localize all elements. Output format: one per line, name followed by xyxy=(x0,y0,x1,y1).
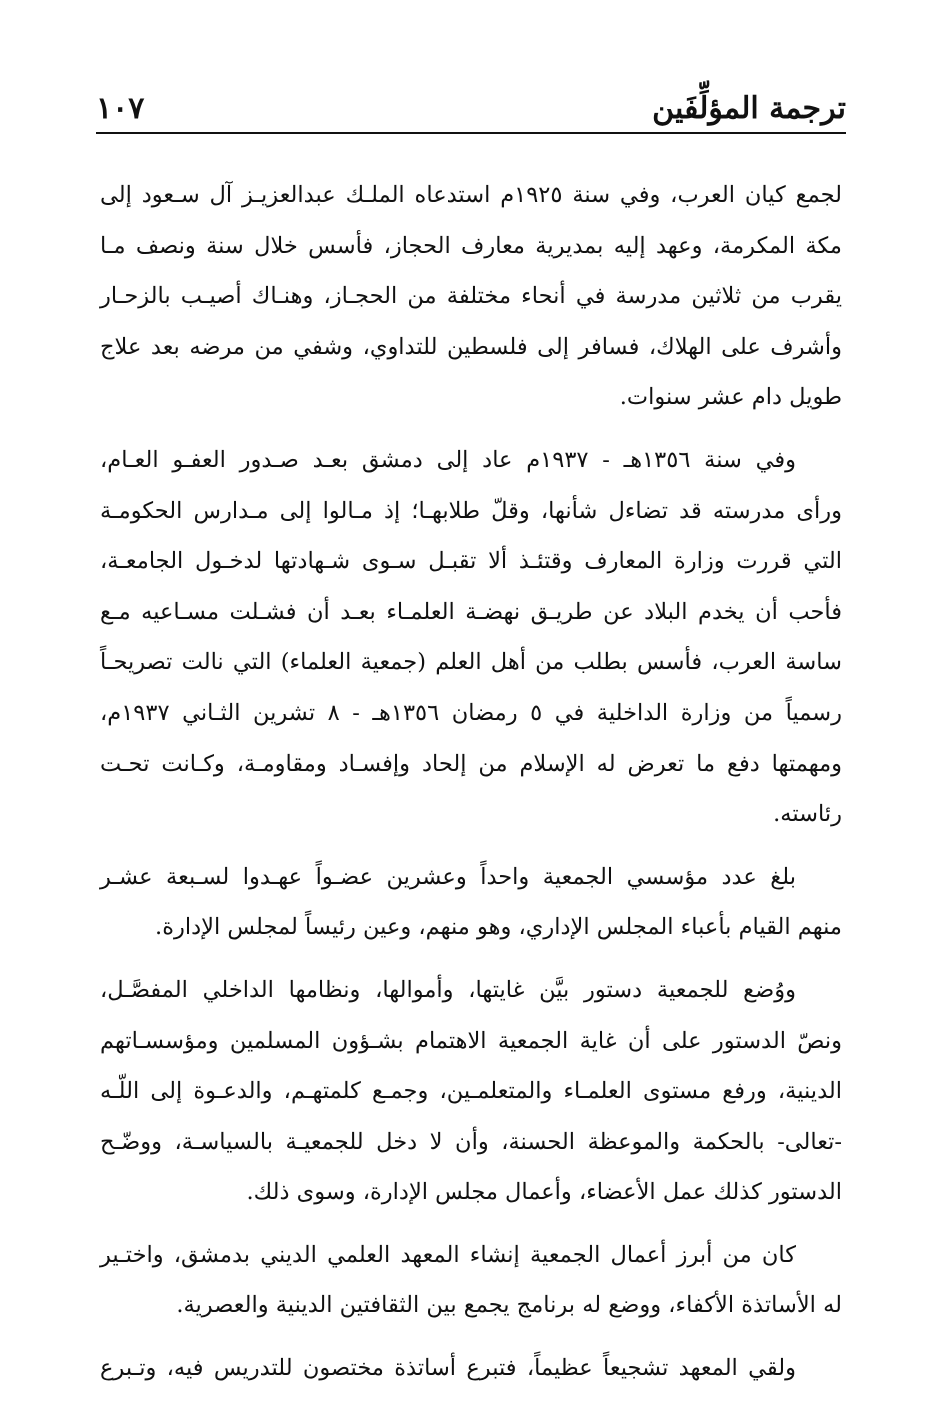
text-line: ورأى مدرسته قد تضاءل شأنها، وقلّ طلابهـا؛ إذ مـالوا إلى مـدارس الحكومـة xyxy=(100,497,842,524)
text-line: الدينية، ورفع مستوى العلمـاء والمتعلمـين، وجمـع كلمتهـم، والدعـوة إلى اللّـه xyxy=(100,1078,842,1105)
page-header xyxy=(96,78,846,124)
text-line: ووُضع للجمعية دستور بيَّن غايتها، وأموالها، ونظامها الداخلي المفصَّـل، xyxy=(100,976,796,1003)
paragraph xyxy=(100,852,842,953)
text-line: ومهمتها دفع ما تعرض له الإسلام من إلحاد وإفسـاد ومقاومـة، وكـانت تحـت xyxy=(100,750,842,777)
header-rule xyxy=(96,132,846,134)
text-line: التي قررت وزارة المعارف وقتئـذ ألا تقبـل سـوى شـهادتها لدخـول الجامعـة، xyxy=(100,548,843,575)
text-line: كان من أبرز أعمال الجمعية إنشاء المعهد العلمي الديني بدمشق، واختـير xyxy=(100,1241,796,1268)
paragraph xyxy=(100,1230,842,1331)
running-title: ترجمة المؤلِّفَين xyxy=(652,91,846,126)
text-line: فأحب أن يخدم البلاد عن طريـق نهضـة العلمـاء بعـد أن فشـلت مسـاعيه مـع xyxy=(100,598,842,625)
text-line: ساسة العرب، فأسس بطلب من أهل العلم (جمعية العلماء) التي نالت تصريحـاً xyxy=(100,649,842,676)
text-line: له الأساتذة الأكفاء، ووضع له برنامج يجمع بين الثقافتين الدينية والعصرية. xyxy=(176,1292,842,1319)
text-line: مكة المكرمة، وعهد إليه بمديرية معارف الحجاز، فأسس خلال سنة ونصف مـا xyxy=(100,232,842,259)
body-text xyxy=(100,170,842,1406)
text-line: ونصّ الدستور على أن غاية الجمعية الاهتمام بشـؤون المسلمين ومؤسسـاتهم xyxy=(100,1027,842,1054)
text-line: بلغ عدد مؤسسي الجمعية واحداً وعشرين عضـواً عهـدوا لسـبعة عشـر xyxy=(100,863,796,890)
paragraph xyxy=(100,965,842,1218)
text-line: ولقي المعهد تشجيعاً عظيماً، فتبرع أساتذة مختصون للتدريس فيه، وتـبرع xyxy=(100,1355,796,1382)
text-line: وأشرف على الهلاك، فسافر إلى فلسطين للتداوي، وشفي من مرضه بعد علاج xyxy=(100,333,842,360)
text-line: وفي سنة ١٣٥٦هـ - ١٩٣٧م عاد إلى دمشق بعـد صـدور العفـو العـام، xyxy=(100,446,796,473)
text-line: لجمع كيان العرب، وفي سنة ١٩٢٥م استدعاه الملـك عبدالعزيـز آل سـعود إلى xyxy=(100,182,842,208)
text-line: رسمياً من وزارة الداخلية في ٥ رمضان ١٣٥٦هـ - ٨ تشرين الثـاني ١٩٣٧م، xyxy=(100,699,842,726)
text-line: يقرب من ثلاثين مدرسة في أنحاء مختلفة من الحجـاز، وهنـاك أصيـب بالزحـار xyxy=(100,283,842,310)
paragraph xyxy=(100,1343,842,1394)
paragraph xyxy=(100,170,842,423)
paragraph xyxy=(100,435,842,840)
text-line: منهم القيام بأعباء المجلس الإداري، وهو منهم، وعين رئيساً لمجلس الإدارة. xyxy=(155,914,842,941)
page-number: ١٠٧ xyxy=(96,91,145,126)
text-line: رئاسته. xyxy=(773,801,842,828)
text-line: طويل دام عشر سنوات. xyxy=(619,384,842,411)
text-line: -تعالى- بالحكمة والموعظة الحسنة، وأن لا دخل للجمعيـة بالسياسـة، ووضّـح xyxy=(100,1128,842,1155)
text-line: الدستور كذلك عمل الأعضاء، وأعمال مجلس الإدارة، وسوى ذلك. xyxy=(246,1179,842,1206)
